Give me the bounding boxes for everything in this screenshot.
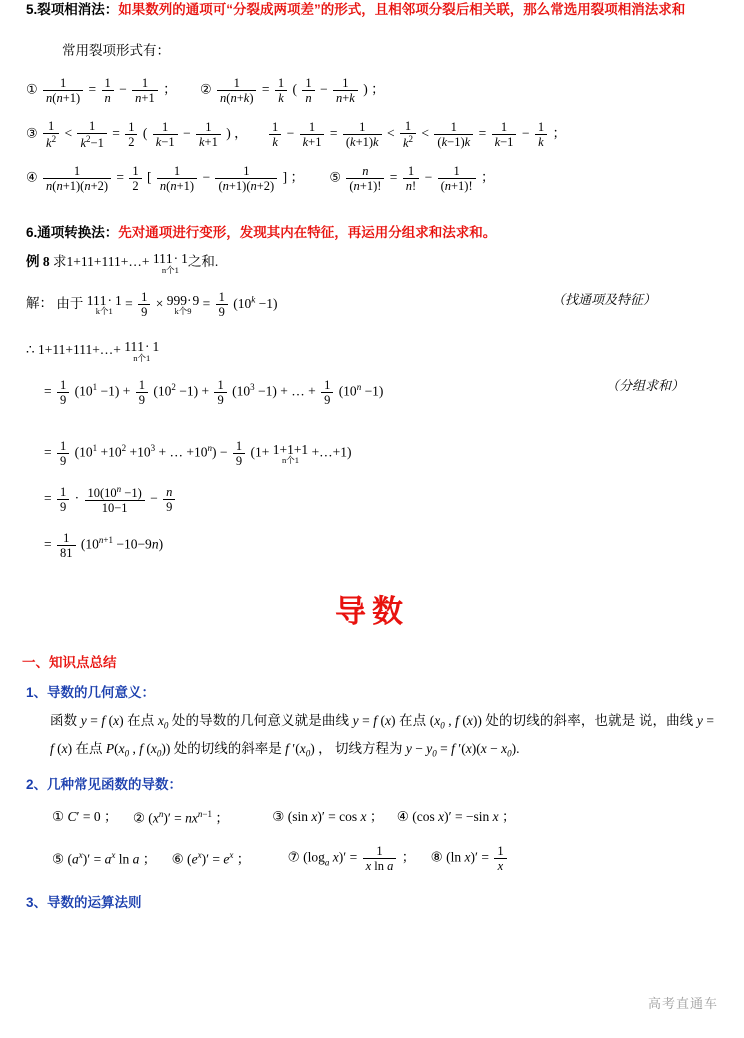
formula-2: ② $\frac{1}{n(n+k)}$ = $\frac{1}{k}$ ( $\frac{1}{n}$ − $\frac{1}{n+k}$ ) ； [199, 75, 385, 105]
formula-3b: $\frac{1}{k}$ − $\frac{1}{k+1}$ = $\frac{1}{(k+1)k}$ < $\frac{1}{k^2}$ < $\frac{1}{(k-1)k}$ = $\frac{1}{k-1}$ − $\frac{1}{k}$ ； [267, 119, 566, 150]
formula-1: ① $\frac{1}{n(n+1)}$ = $\frac{1}{n}$ − $\frac{1}{n+1}$ ； [26, 75, 177, 105]
section-5-heading [0, 0, 744, 20]
example-line [0, 251, 744, 274]
derivative-4: ④ (cos x)′ = −sin x ； [396, 809, 516, 825]
formula-row-3 [0, 164, 744, 193]
therefore-line: ∴ 1+11+111+…+ 111· 1 n个1 [26, 339, 160, 363]
topic-1-heading: 1、导数的几何意义： [26, 685, 156, 701]
derivation-line-3: = $\frac{1}{9}$ · $\frac{10(10^n -1)}{10-1}$ − $\frac{n}{9}$ [0, 484, 744, 515]
section-5-sub [0, 40, 744, 62]
derivative-5: ⑤ $(a^x)' = a^x$ ln a ； [52, 850, 157, 867]
formula-5: ⑤ $\frac{n}{(n+1)!}$ = $\frac{1}{n!}$ − $\frac{1}{(n+1)!}$ ； [329, 164, 495, 193]
example-text: 求1+11+111+…+ 111· 1 n个1 之和. [53, 251, 219, 275]
note-find-term: （找通项及特征） [551, 292, 656, 308]
brace-label-3: k个9 [174, 306, 192, 317]
example-label: 例 8 [26, 254, 53, 270]
derivative-1: ① C′ = 0 ； [52, 809, 118, 825]
derivative-7: ⑦ ($\log_a$ x)′ = $\frac{1}{\text{x ln a}}$ ； [287, 844, 416, 874]
topic-1-line-2: 说，曲线 y = f (x) 在点 $P(x_0$ , f $(x_0)$) 处的切线的斜率是 f $'(x_0)$ ， 切线方程为 $y - y_0 = f$ $'(x)(x - x_0)$. [50, 713, 714, 759]
brace-label-2: k个1 [95, 306, 113, 317]
common-forms-label: 常用裂项形式有： [62, 43, 170, 59]
note-group-sum: （分组求和） [605, 378, 684, 394]
knowledge-summary-heading: 一、知识点总结 [22, 655, 117, 671]
solve-label: 解： [26, 295, 53, 311]
derivative-row-2 [0, 844, 744, 873]
derivative-8: ⑧ (ln x)′ = $\frac{1}{x}$ [431, 844, 509, 873]
derivative-6: ⑥ $(e^x)' = e^x$ ； [171, 850, 251, 867]
watermark: 高考直通车 [647, 996, 718, 1011]
section-6-label: 6.通项转换法： [26, 225, 119, 240]
formula-row-1 [0, 76, 744, 105]
formula-3a: ③ $\frac{1}{k^2}$ < $\frac{1}{k^2-1}$ = $\frac{1}{2}$ ( $\frac{1}{k-1}$ − $\frac{1}{k+1}$ ) ， [26, 118, 248, 150]
derivation-line-2: = $\frac{1}{9}$ ($10^1 +10^2 +10^3$ + … $+10^n$) − $\frac{1}{9}$ (1+ 1+1+1 n个1 +…+1) [44, 439, 352, 469]
formula-row-2 [0, 119, 744, 150]
topic-1-body [0, 707, 744, 762]
chapter-title: 导数 [335, 594, 409, 630]
solve-lead: 由于 111· 1 k个1 = $\frac{1}{9}$ × 999·9 k个9 = $\frac{1}{9}$ $(10^k -1)$ [56, 290, 278, 320]
derivative-3: ③ (sin x)′ = cos x ； [272, 809, 384, 825]
section-6-description: 先对通项进行变形，发现其内在特征，再运用分组求和法求和。 [118, 225, 497, 240]
derivative-row-1 [0, 809, 744, 827]
derivation-line-4: = $\frac{1}{81}$ $(10^{n+1} -10-9n)$ [44, 531, 164, 561]
brace-label-5: n个1 [281, 455, 299, 466]
topic-3-heading: 3、导数的运算法则 [26, 895, 142, 911]
section-6-heading [0, 223, 744, 243]
formula-4: ④ $\frac{1}{n(n+1)(n+2)}$ = $\frac{1}{2}$ [ $\frac{1}{n(n+1)}$ − $\frac{1}{(n+1)(n+2)}$ ] ； [26, 164, 304, 193]
brace-label-1: n个1 [161, 264, 179, 275]
solution-line [0, 290, 744, 319]
topic-2-heading: 2、几种常见函数的导数： [26, 776, 183, 792]
section-5-description: 如果数列的通项可“分裂成两项差”的形式，且相邻项分裂后相关联，那么常选用裂项相消法求和 [118, 2, 686, 17]
topic-1-line-1: 函数 y = f (x) 在点 $x_0$ 处的导数的几何意义就是曲线 y = f (x) 在点 ($x_0$ , f (x)) 处的切线的斜率，也就是 [50, 713, 639, 731]
brace-label-4: n个1 [133, 352, 151, 363]
derivation-line-1: = $\frac{1}{9}$ $(10^1 -1)$ + $\frac{1}{9}$ $(10^2 -1)$ + $\frac{1}{9}$ $(10^3 -1)$ + … + $\frac{1}{9}$ $(10^n -1)$ （分组求和） [0, 378, 744, 407]
section-5-label: 5.裂项相消法： [26, 2, 119, 17]
derivative-2: ② $(x^n)' = nx^{n-1}$ ； [132, 808, 229, 826]
